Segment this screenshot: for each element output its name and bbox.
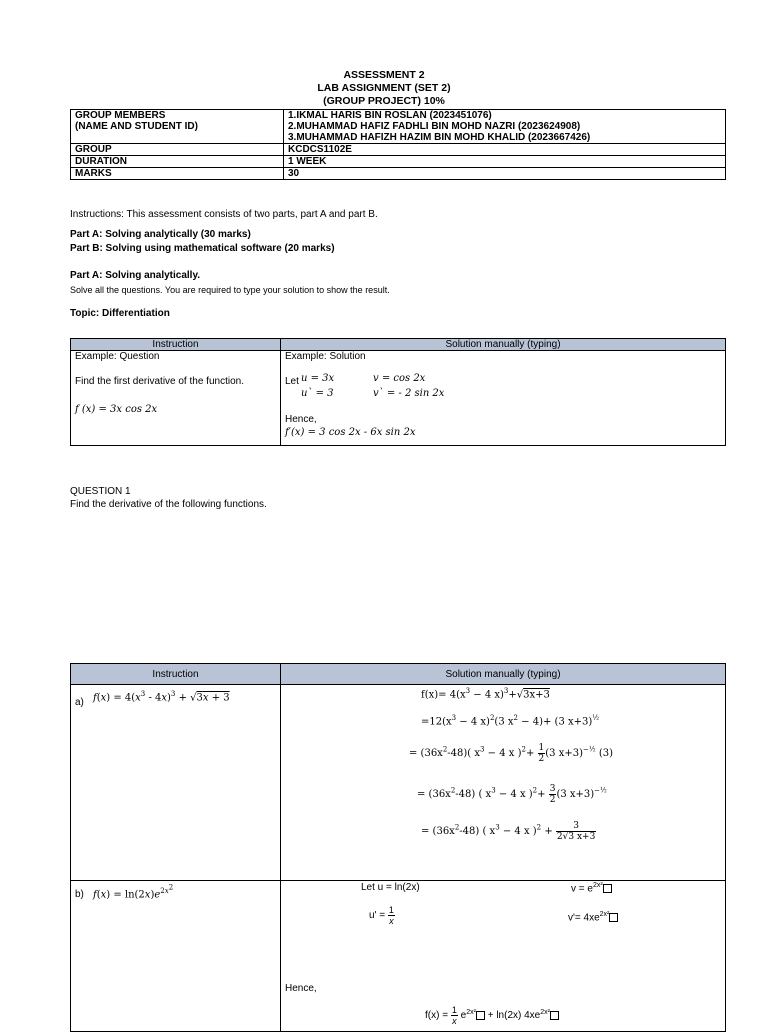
member-1: 1.IKMAL HARIS BIN ROSLAN (2023451076) <box>288 110 492 121</box>
placeholder-box <box>609 913 618 922</box>
assessment-title: ASSESSMENT 2 <box>343 69 425 81</box>
question-1-description: Find the derivative of the following functions. <box>70 499 267 510</box>
topic-heading: Topic: Differentiation <box>70 308 170 319</box>
example-result: f′(x) = 3 cos 2x - 6x sin 2x <box>285 427 416 438</box>
member-3: 3.MUHAMMAD HAFIZH HAZIM BIN MOHD KHALID (2023667426) <box>288 132 591 143</box>
part-a-description: Solve all the questions. You are required to type your solution to show the result. <box>70 285 390 295</box>
question-b-function: $f(x) = \ln(2x)e^{2x^2}$ <box>93 884 174 901</box>
group-value: KCDCS1102E <box>284 144 726 156</box>
question-1-title: QUESTION 1 <box>70 486 131 497</box>
duration-label: DURATION <box>71 156 284 168</box>
solution-b-result: f(x) = $\frac{1}{x}$ $e^{2x^2} + \ln(2x)$ $4xe^{2x^2}$ <box>425 1005 559 1026</box>
solution-b-let-u: Let u = ln(2x) <box>361 882 420 893</box>
question-b-cell <box>71 881 281 1032</box>
example-question-cell: Example: Question Find the first derivative of the function. f (x) = 3x cos 2x <box>71 351 281 446</box>
solution-a-step-2: $=12(x^3 - 4$ x)$^2$(3 $x^2 - 4)+ (3$ x+3)$^{\frac{1}{2}}$ <box>421 714 600 728</box>
placeholder-box <box>476 1011 485 1020</box>
solution-b-hence: Hence, <box>285 983 317 994</box>
part-a-heading: Part A: Solving analytically. <box>70 270 201 281</box>
group-info-table <box>70 109 726 180</box>
marks-value: 30 <box>284 168 726 180</box>
solution-a-step-3: = $(36x^2-48)$( $x^3 - 4$ x )$^2$+ $\frac{1}{2}$ (3 x+3)$^{-\frac{1}{2}}$ (3) <box>409 743 613 764</box>
question-b-solution <box>281 881 726 1032</box>
part-b-marks: Part B: Solving using mathematical software (20 marks) <box>70 243 335 254</box>
example-solution-cell: Example: Solution Let u = 3x v = cos 2x u` = 3 v` = - 2 sin 2x Hence, f′(x) = 3 cos 2x - 6x sin 2x <box>281 351 726 446</box>
members-label-cell: GROUP MEMBERS (NAME AND STUDENT ID) <box>71 110 284 144</box>
solution-a-step-4: = $(36x^2-48)$ ( $x^3 - 4$ x )$^2$+ $\frac{3}{2}$ (3 x+3)$^{-\frac{1}{2}}$ <box>417 784 607 805</box>
example-col-solution: Solution manually (typing) <box>281 339 726 351</box>
group-project-title: (GROUP PROJECT) 10% <box>323 95 445 107</box>
question-table <box>70 663 726 1032</box>
lab-assignment-title: LAB ASSIGNMENT (SET 2) <box>317 82 451 94</box>
placeholder-box <box>603 884 612 893</box>
solution-b-v: $v = e^{2x^2}$ <box>571 882 612 894</box>
question-a-cell <box>71 685 281 881</box>
instructions-text: Instructions: This assessment consists of two parts, part A and part B. <box>70 209 378 220</box>
question-b-label: b) <box>75 889 84 900</box>
question-a-solution <box>281 685 726 881</box>
duration-value: 1 WEEK <box>284 156 726 168</box>
example-table <box>70 338 726 446</box>
member-2: 2.MUHAMMAD HAFIZ FADHLI BIN MOHD NAZRI (2023624908) <box>288 121 581 132</box>
solution-b-v-prime: $v'= 4xe^{2x^2}$ <box>568 911 618 923</box>
solution-a-step-5: = $(36x^2-48)$ ( $x^3 - 4$ x )$^2$ + $\frac{3}{2√3 x+3}$ <box>421 821 596 842</box>
question-col-solution: Solution manually (typing) <box>281 664 726 685</box>
question-a-label: a) <box>75 697 84 708</box>
solution-a-step-1: $f(x)= 4(x^3 - 4$ x)$^3$+√3x+3 <box>421 687 550 701</box>
members-value-cell <box>284 110 726 144</box>
part-a-marks: Part A: Solving analytically (30 marks) <box>70 229 251 240</box>
group-label: GROUP <box>71 144 284 156</box>
question-a-function: $f(x) = 4(x^3 - 4x)^3 + √3x + 3$ <box>93 690 230 704</box>
example-col-instruction: Instruction <box>71 339 281 351</box>
example-function: f (x) = 3x cos 2x <box>75 404 158 415</box>
marks-label: MARKS <box>71 168 284 180</box>
placeholder-box <box>550 1011 559 1020</box>
solution-b-u-prime: u' = $\frac{1}{x}$ <box>369 905 394 926</box>
question-col-instruction: Instruction <box>71 664 281 685</box>
